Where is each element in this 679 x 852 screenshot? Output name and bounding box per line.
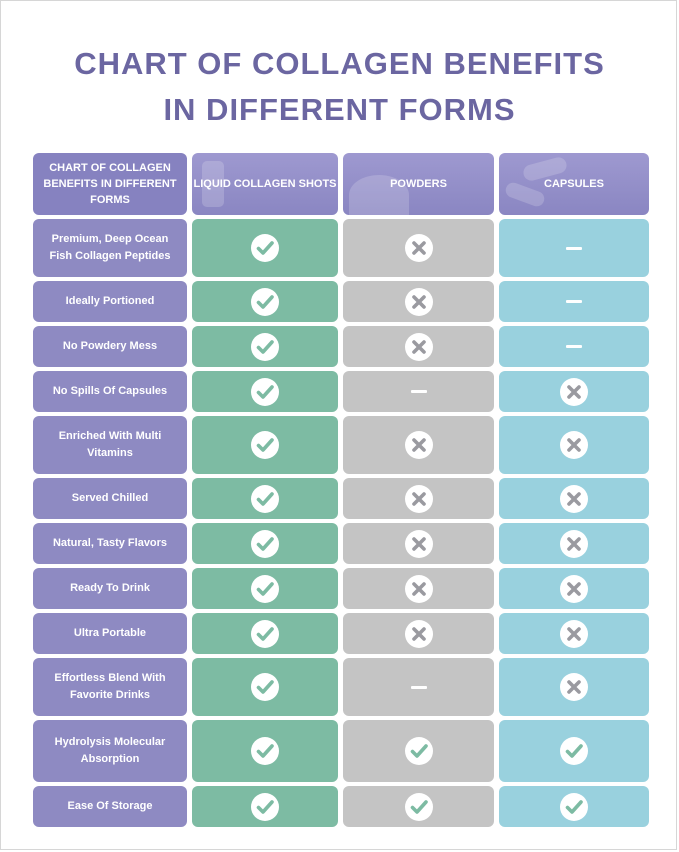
dash-icon [411, 390, 427, 393]
column-header-capsules-text: CAPSULES [544, 178, 604, 190]
cell-capsules [499, 523, 649, 564]
cell-capsules [499, 786, 649, 827]
cell-powders [343, 371, 494, 412]
row-label-text: Ease Of Storage [67, 800, 153, 812]
cell-liquid [192, 568, 338, 609]
cross-icon [404, 574, 434, 604]
row-label [33, 786, 187, 827]
cell-liquid [192, 478, 338, 519]
chart-title-line-1: CHART OF COLLAGEN BENEFITS [74, 46, 605, 81]
checkmark-icon [250, 574, 280, 604]
row-label-text: Hydrolysis Molecular Absorption [54, 736, 166, 765]
cell-liquid [192, 523, 338, 564]
cell-powders [343, 568, 494, 609]
checkmark-icon [250, 792, 280, 822]
corner-header-text: CHART OF COLLAGEN BENEFITS IN DIFFERENT FORMS [43, 162, 177, 206]
capsule-icon [504, 181, 547, 209]
cross-icon [559, 574, 589, 604]
cell-liquid [192, 281, 338, 322]
row-label [33, 281, 187, 322]
row-label [33, 523, 187, 564]
column-header-capsules [499, 153, 649, 215]
row-label-text: Premium, Deep Ocean Fish Collagen Peptides [49, 233, 171, 262]
row-label [33, 478, 187, 519]
cross-icon [559, 377, 589, 407]
checkmark-icon [250, 332, 280, 362]
dash-icon [566, 345, 582, 348]
cell-powders [343, 219, 494, 277]
cross-icon [404, 332, 434, 362]
cross-icon [559, 672, 589, 702]
cell-powders [343, 720, 494, 782]
column-header-powders [343, 153, 494, 215]
cell-powders [343, 786, 494, 827]
row-label-text: Served Chilled [71, 492, 149, 504]
cell-liquid [192, 371, 338, 412]
cross-icon [404, 619, 434, 649]
cell-powders [343, 416, 494, 474]
cell-powders [343, 326, 494, 367]
checkmark-icon [250, 484, 280, 514]
cross-icon [404, 529, 434, 559]
checkmark-icon [250, 377, 280, 407]
row-label-text: Ready To Drink [70, 582, 150, 594]
row-label-text: Natural, Tasty Flavors [52, 537, 168, 549]
row-label-text: Ideally Portioned [65, 295, 155, 307]
checkmark-icon [250, 287, 280, 317]
cross-icon [559, 484, 589, 514]
row-label [33, 326, 187, 367]
checkmark-icon [559, 736, 589, 766]
column-header-liquid-text: LIQUID COLLAGEN SHOTS [193, 178, 337, 190]
cell-capsules [499, 219, 649, 277]
cell-liquid [192, 613, 338, 654]
cell-liquid [192, 720, 338, 782]
cell-liquid [192, 786, 338, 827]
cell-capsules [499, 281, 649, 322]
cross-icon [559, 529, 589, 559]
cross-icon [404, 484, 434, 514]
cell-powders [343, 613, 494, 654]
cell-powders [343, 658, 494, 716]
checkmark-icon [250, 619, 280, 649]
row-label-text: Effortless Blend With Favorite Drinks [54, 672, 166, 701]
row-label [33, 371, 187, 412]
cell-liquid [192, 326, 338, 367]
checkmark-icon [404, 736, 434, 766]
column-header-liquid [192, 153, 338, 215]
row-label [33, 720, 187, 782]
checkmark-icon [250, 736, 280, 766]
cross-icon [559, 619, 589, 649]
row-label [33, 568, 187, 609]
cell-powders [343, 281, 494, 322]
cross-icon [559, 430, 589, 460]
cross-icon [404, 430, 434, 460]
cell-capsules [499, 613, 649, 654]
row-label [33, 613, 187, 654]
cell-capsules [499, 658, 649, 716]
cell-capsules [499, 326, 649, 367]
cell-capsules [499, 416, 649, 474]
column-header-powders-text: POWDERS [390, 178, 447, 190]
checkmark-icon [250, 672, 280, 702]
cell-capsules [499, 478, 649, 519]
checkmark-icon [250, 529, 280, 559]
cell-capsules [499, 371, 649, 412]
cell-capsules [499, 568, 649, 609]
row-label [33, 219, 187, 277]
cell-powders [343, 478, 494, 519]
checkmark-icon [250, 430, 280, 460]
row-label-text: No Powdery Mess [62, 340, 158, 352]
cell-liquid [192, 658, 338, 716]
checkmark-icon [404, 792, 434, 822]
dash-icon [566, 247, 582, 250]
row-label-text: No Spills Of Capsules [52, 385, 168, 397]
corner-header [33, 153, 187, 215]
row-label-text: Enriched With Multi Vitamins [58, 430, 162, 459]
dash-icon [411, 686, 427, 689]
dash-icon [566, 300, 582, 303]
row-label [33, 416, 187, 474]
cell-capsules [499, 720, 649, 782]
comparison-table [33, 153, 649, 831]
cross-icon [404, 233, 434, 263]
checkmark-icon [559, 792, 589, 822]
checkmark-icon [250, 233, 280, 263]
row-label-text: Ultra Portable [73, 627, 147, 639]
cross-icon [404, 287, 434, 317]
cell-liquid [192, 219, 338, 277]
cell-liquid [192, 416, 338, 474]
row-label [33, 658, 187, 716]
cell-powders [343, 523, 494, 564]
chart-title-line-2: IN DIFFERENT FORMS [163, 92, 516, 127]
